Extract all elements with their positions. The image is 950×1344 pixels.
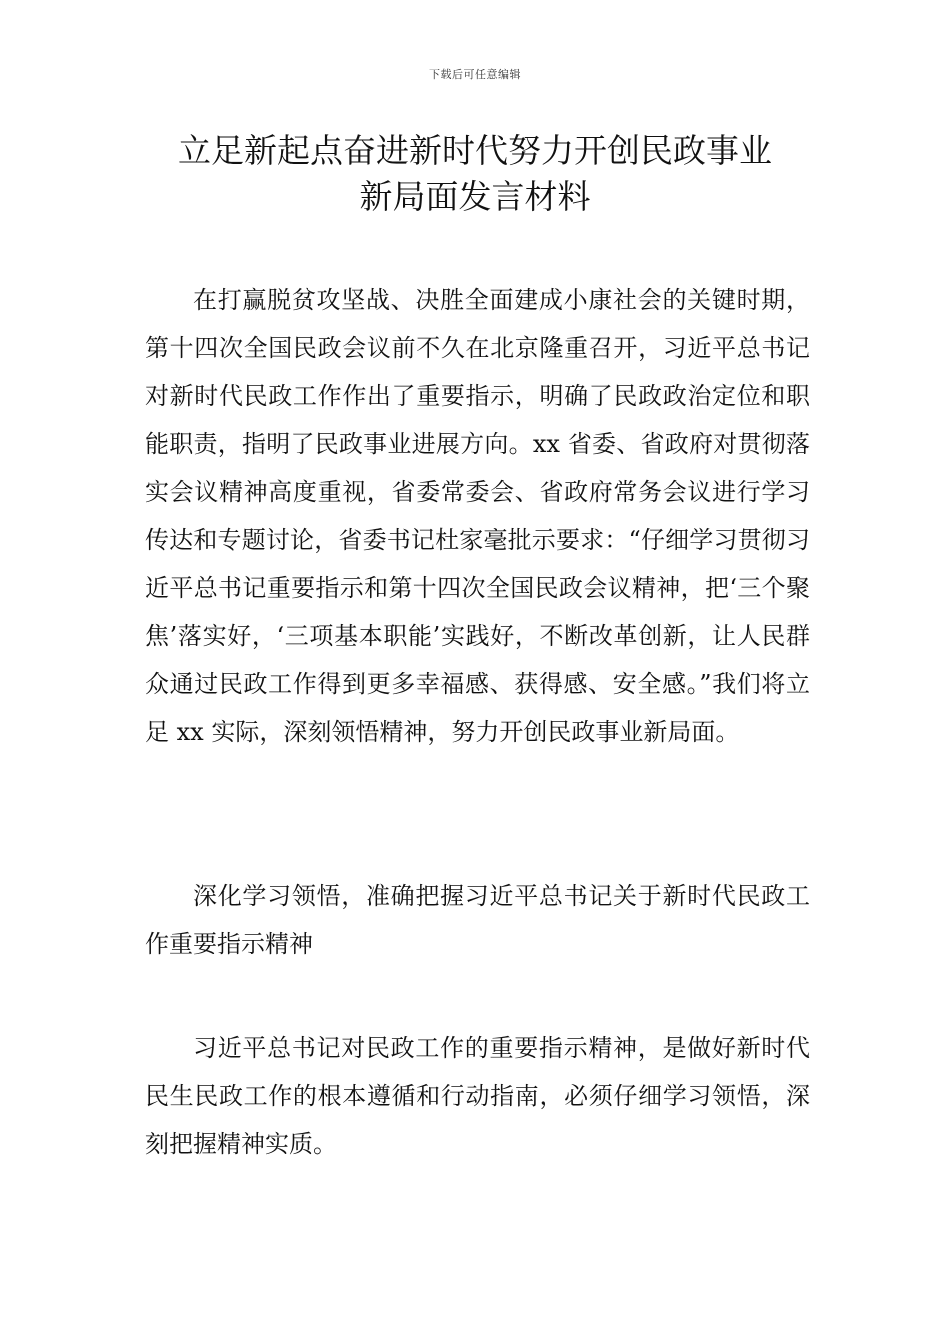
document-title [100, 128, 850, 220]
intro-paragraph: 在打赢脱贫攻坚战、决胜全面建成小康社会的关键时期，第十四次全国民政会议前不久在北京隆重召开，习近平总书记对新时代民政工作作出了重要指示，明确了民政政治定位和职能职责，指明了民政事业进展方向。xx 省委、省政府对贯彻落实会议精神高度重视，省委常委会、省政府常务会议进行学习传达和专题讨论，省委书记杜家毫批示要求：“仔细学习贯彻习近平总书记重要指示和第十四次全国民政会议精神，把‘三个聚焦’落实好，‘三项基本职能’实践好，不断改革创新，让人民群众通过民政工作得到更多幸福感、获得感、安全感。”我们将立足 xx 实际，深刻领悟精神，努力开创民政事业新局面。 [145, 286, 810, 746]
header-note: 下载后可任意编辑 [429, 68, 521, 81]
section-heading-paragraph: 深化学习领悟，准确把握习近平总书记关于新时代民政工作重要指示精神 [145, 882, 810, 958]
body-paragraph: 习近平总书记对民政工作的重要指示精神，是做好新时代民生民政工作的根本遵循和行动指南，必须仔细学习领悟，深刻把握精神实质。 [145, 1034, 810, 1158]
title-line-1: 立足新起点奋进新时代努力开创民政事业 [178, 131, 772, 170]
title-line-2: 新局面发言材料 [359, 177, 591, 216]
